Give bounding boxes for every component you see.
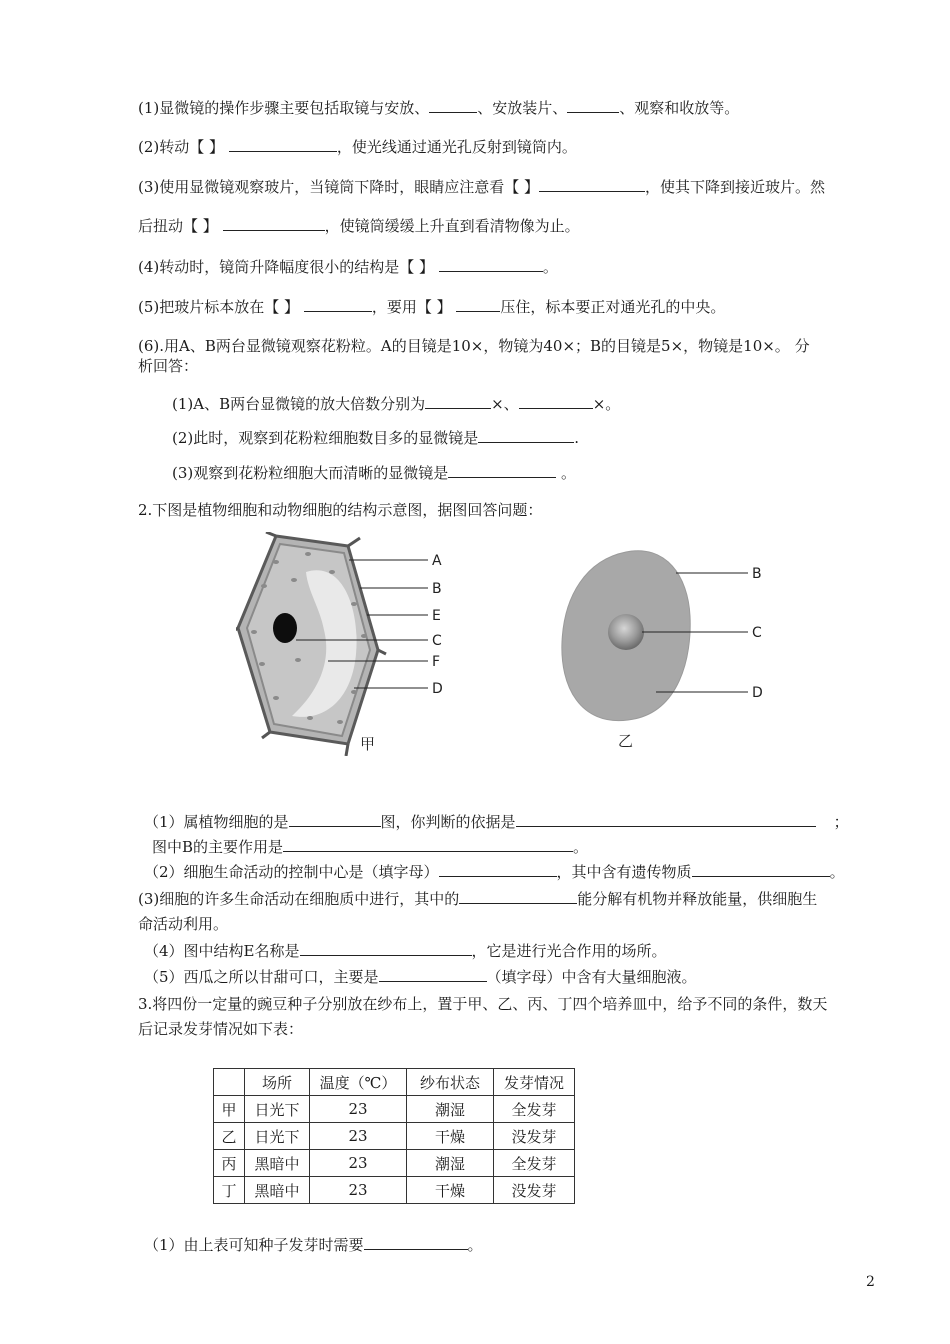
answer-blank[interactable] [364, 1235, 468, 1250]
q2-answer3: (3)细胞的许多生命活动在细胞质中进行，其中的 能分解有机物并释放能量，供细胞生 [138, 890, 818, 908]
q2-answer3-cont: 命活动利用。 [138, 915, 229, 933]
q3-intro-cont: 后记录发芽情况如下表： [138, 1020, 304, 1038]
label-B: B [432, 581, 442, 597]
q1-sub3: (3)观察到花粉粒细胞大而清晰的显微镜是 。 [172, 464, 577, 482]
figure-caption-yi: 乙 [618, 732, 634, 750]
column-header: 纱布状态 [407, 1069, 494, 1096]
q2-answer1: （1）属植物细胞的是 图，你判断的依据是 ； [144, 813, 849, 831]
bracket-blank[interactable]: 【 】 [264, 298, 300, 316]
bracket-blank[interactable]: 【 】 [189, 138, 225, 156]
q1-part5: (5)把玻片标本放在【 】 ，要用【 】 压住，标本要正对通光孔的中央。 [138, 298, 726, 316]
bracket-blank[interactable]: 【 】 [399, 258, 435, 276]
answer-blank[interactable] [300, 941, 472, 956]
answer-blank[interactable] [289, 812, 381, 827]
label-D: D [432, 681, 443, 697]
answer-blank[interactable] [429, 98, 477, 113]
q1-part1: (1)显微镜的操作步骤主要包括取镜与安放、 、安放装片、 、观察和收放等。 [138, 99, 740, 117]
answer-blank[interactable] [439, 257, 543, 272]
animal-nucleus-shape [608, 614, 644, 650]
column-header: 发芽情况 [494, 1069, 575, 1096]
label-A: A [432, 553, 442, 569]
answer-blank[interactable] [448, 463, 556, 478]
q2-answer2: （2）细胞生命活动的控制中心是（填字母） ，其中含有遗传物质 。 [144, 863, 845, 881]
answer-blank[interactable] [229, 137, 337, 152]
table-row: 甲 日光下 23 潮湿 全发芽 [214, 1096, 575, 1123]
label-F: F [432, 654, 441, 670]
q1-part6-cont: 析回答： [138, 357, 199, 375]
answer-blank[interactable] [567, 98, 619, 113]
answer-blank[interactable] [459, 889, 577, 904]
q1-sub1: (1)A、B两台显微镜的放大倍数分别为 ×、 ×。 [172, 395, 621, 413]
q3-intro: 3.将四份一定量的豌豆种子分别放在纱布上，置于甲、乙、丙、丁四个培养皿中，给予不同的条件，数天 [138, 995, 828, 1013]
q2-answer5: （5）西瓜之所以甘甜可口，主要是 （填字母）中含有大量细胞液。 [144, 968, 697, 986]
q2-intro: 2.下图是植物细胞和动物细胞的结构示意图，据图回答问题： [138, 501, 543, 519]
plant-cell-figure [236, 532, 458, 756]
q3-answer1: （1）由上表可知种子发芽时需要 。 [144, 1236, 483, 1254]
bracket-blank[interactable]: 【 】 [183, 217, 218, 235]
answer-blank[interactable] [283, 837, 573, 852]
table-row: 丁 黑暗中 23 干燥 没发芽 [214, 1177, 575, 1204]
nucleus-shape [273, 613, 297, 643]
answer-blank[interactable] [379, 967, 487, 982]
figure-caption-jia: 甲 [360, 735, 376, 753]
q1-part4: (4)转动时，镜筒升降幅度很小的结构是【 】 。 [138, 258, 558, 276]
answer-blank[interactable] [456, 297, 500, 312]
label-C: C [752, 625, 762, 641]
answer-blank[interactable] [478, 428, 574, 443]
answer-blank[interactable] [539, 177, 645, 192]
label-B: B [752, 566, 762, 582]
q2-answer1-cont: 图中B的主要作用是 。 [152, 838, 589, 856]
answer-blank[interactable] [304, 297, 372, 312]
animal-cell-figure [556, 546, 776, 756]
answer-blank[interactable] [223, 216, 325, 231]
column-header: 温度（℃） [310, 1069, 407, 1096]
q1-part3-cont: 后扭动【 】 ，使镜筒缓缓上升直到看清物像为止。 [138, 217, 580, 235]
answer-blank[interactable] [425, 394, 491, 409]
label-C: C [432, 633, 442, 649]
q1-part2: (2)转动【 】 ，使光线通过通光孔反射到镜筒内。 [138, 138, 577, 156]
q1-part3: (3)使用显微镜观察玻片，当镜筒下降时，眼睛应注意看【 】 ，使其下降到接近玻片。然 [138, 178, 826, 196]
column-header: 场所 [245, 1069, 310, 1096]
table-row: 丙 黑暗中 23 潮湿 全发芽 [214, 1150, 575, 1177]
table-header-row [214, 1069, 575, 1096]
label-E: E [432, 608, 441, 624]
q2-answer4: （4）图中结构E名称是 ，它是进行光合作用的场所。 [144, 942, 667, 960]
q1-part6: (6).用A、B两台显微镜观察花粉粒。A的目镜是10×，物镜为40×；B的目镜是5×，物镜是10×。 分 [138, 337, 810, 355]
table-row: 乙 日光下 23 干燥 没发芽 [214, 1123, 575, 1150]
germination-table [213, 1068, 575, 1204]
answer-blank[interactable] [519, 394, 593, 409]
bracket-blank[interactable]: 【 】 [504, 178, 540, 196]
answer-blank[interactable] [439, 862, 557, 877]
label-D: D [752, 685, 763, 701]
answer-blank[interactable] [692, 862, 830, 877]
answer-blank[interactable] [516, 812, 816, 827]
q1-sub2: (2)此时，观察到花粉粒细胞数目多的显微镜是 . [172, 429, 580, 447]
bracket-blank[interactable]: 【 】 [416, 298, 452, 316]
page-number: 2 [866, 1274, 875, 1290]
